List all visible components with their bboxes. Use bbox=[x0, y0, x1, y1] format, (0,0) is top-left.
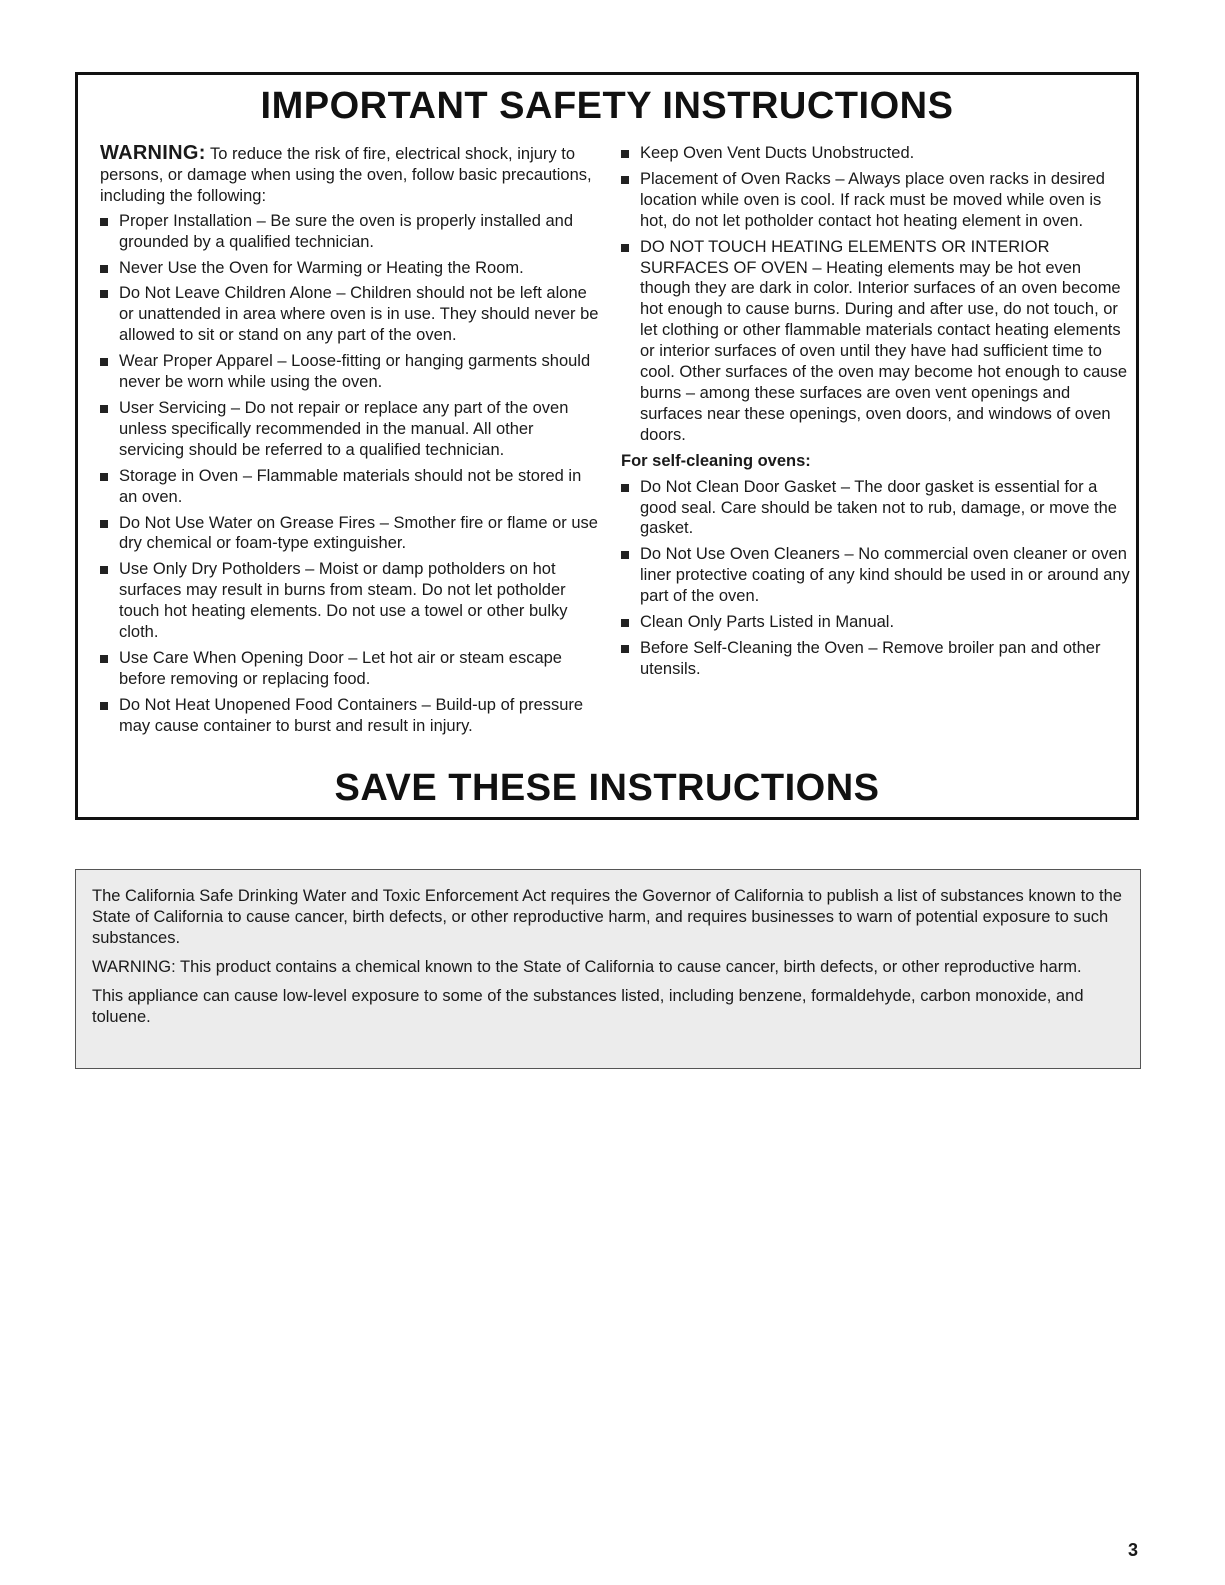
page-title: IMPORTANT SAFETY INSTRUCTIONS bbox=[260, 85, 954, 127]
safety-instructions-box bbox=[75, 72, 1139, 820]
self-cleaning-list bbox=[621, 477, 1131, 680]
list-item bbox=[621, 143, 1131, 164]
list-item bbox=[100, 283, 600, 346]
list-item bbox=[621, 169, 1131, 232]
list-item bbox=[100, 466, 600, 508]
list-item-text: User Servicing – Do not repair or replace any part of the oven unless specifically recommended in the manual. All other servicing should be referred to a qualified technician. bbox=[119, 398, 569, 459]
list-item-text: Wear Proper Apparel – Loose-fitting or hanging garments should never be worn while using the oven. bbox=[119, 352, 591, 392]
list-item-text: Never Use the Oven for Warming or Heating the Room. bbox=[119, 258, 524, 277]
square-bullet-icon bbox=[100, 405, 108, 413]
list-item bbox=[621, 638, 1131, 680]
list-item bbox=[621, 612, 1131, 633]
square-bullet-icon bbox=[621, 645, 629, 653]
list-item-text: Storage in Oven – Flammable materials should not be stored in an oven. bbox=[119, 466, 582, 506]
self-cleaning-heading: For self-cleaning ovens: bbox=[621, 451, 811, 470]
square-bullet-icon bbox=[100, 702, 108, 710]
square-bullet-icon bbox=[100, 218, 108, 226]
square-bullet-icon bbox=[100, 358, 108, 366]
square-bullet-icon bbox=[100, 520, 108, 528]
list-item-text: DO NOT TOUCH HEATING ELEMENTS OR INTERIOR SURFACES OF OVEN – Heating elements may be hot even though they are dark in color. Interior surfaces of an oven become hot enough to cause burns. During and after use, do not touch, or let clothing or other flammable materials contact heating elements or interior surfaces of oven until they have had sufficient time to cool. Other surfaces of the oven may become hot enough to cause burns – among these surfaces are oven vent openings and surfaces near these openings, oven doors, and windows of oven doors. bbox=[640, 237, 1128, 444]
list-item bbox=[100, 351, 600, 393]
list-item bbox=[100, 398, 600, 461]
list-item-text: Keep Oven Vent Ducts Unobstructed. bbox=[640, 144, 915, 162]
list-item bbox=[621, 237, 1131, 446]
square-bullet-icon bbox=[100, 290, 108, 298]
list-item-text: Do Not Use Water on Grease Fires – Smother fire or flame or use dry chemical or foam-type extinguisher. bbox=[119, 513, 598, 553]
list-item-text: Do Not Clean Door Gasket – The door gasket is essential for a good seal. Care should be taken not to rub, damage, or move the gasket. bbox=[640, 477, 1117, 538]
square-bullet-icon bbox=[621, 551, 629, 559]
save-instructions-title: SAVE THESE INSTRUCTIONS bbox=[334, 767, 880, 809]
warning-label: WARNING: bbox=[100, 142, 206, 164]
list-item bbox=[100, 258, 600, 279]
list-item-text: Use Care When Opening Door – Let hot air or steam escape before removing or replacing food. bbox=[119, 648, 562, 688]
list-item bbox=[100, 695, 600, 737]
list-item-text: Do Not Heat Unopened Food Containers – Build-up of pressure may cause container to burst and result in injury. bbox=[119, 695, 584, 735]
page-number: 3 bbox=[1128, 1540, 1139, 1560]
square-bullet-icon bbox=[621, 484, 629, 492]
prop65-paragraph: The California Safe Drinking Water and Toxic Enforcement Act requires the Governor of California to publish a list of substances known to the State of California to cause cancer, birth defects, or other reproductive harm, and requires businesses to warn of potential exposure to such substances. bbox=[92, 887, 1122, 947]
prop65-paragraph: This appliance can cause low-level exposure to some of the substances listed, including benzene, formaldehyde, carbon monoxide, and toluene. bbox=[92, 987, 1084, 1026]
list-item-text: Placement of Oven Racks – Always place oven racks in desired location while oven is cool. If rack must be moved while oven is hot, do not let potholder contact hot heating element in oven. bbox=[640, 169, 1105, 230]
square-bullet-icon bbox=[621, 176, 629, 184]
list-item bbox=[621, 477, 1131, 540]
list-item bbox=[100, 211, 600, 253]
left-column bbox=[100, 143, 600, 742]
right-column bbox=[621, 143, 1131, 685]
right-instruction-list bbox=[621, 143, 1131, 446]
prop65-warning-paragraph: WARNING: This product contains a chemical known to the State of California to cause cancer, birth defects, or other reproductive harm. bbox=[92, 958, 1082, 976]
list-item bbox=[100, 648, 600, 690]
square-bullet-icon bbox=[621, 150, 629, 158]
square-bullet-icon bbox=[100, 655, 108, 663]
list-item bbox=[621, 544, 1131, 607]
list-item-text: Do Not Leave Children Alone – Children should not be left alone or unattended in area where oven is in use. They should never be allowed to sit or stand on any part of the oven. bbox=[119, 284, 599, 345]
list-item-text: Do Not Use Oven Cleaners – No commercial oven cleaner or oven liner protective coating of any kind should be used in or around any part of the oven. bbox=[640, 545, 1130, 606]
warning-text: To reduce the risk of fire, electrical shock, injury to persons, or damage when using the oven, follow basic precautions, including the following: bbox=[100, 145, 592, 205]
warning-intro bbox=[100, 143, 600, 207]
square-bullet-icon bbox=[100, 265, 108, 273]
list-item bbox=[100, 513, 600, 555]
square-bullet-icon bbox=[621, 244, 629, 252]
prop65-notice-box bbox=[75, 869, 1141, 1069]
list-item-text: Before Self-Cleaning the Oven – Remove broiler pan and other utensils. bbox=[640, 638, 1101, 678]
list-item-text: Use Only Dry Potholders – Moist or damp potholders on hot surfaces may result in burns from steam. Do not let potholder touch hot heating elements. Do not use a towel or other bulky cloth. bbox=[119, 560, 568, 642]
square-bullet-icon bbox=[100, 566, 108, 574]
list-item-text: Proper Installation – Be sure the oven is properly installed and grounded by a qualified technician. bbox=[119, 211, 574, 251]
list-item-text: Clean Only Parts Listed in Manual. bbox=[640, 613, 895, 632]
square-bullet-icon bbox=[100, 473, 108, 481]
list-item bbox=[100, 559, 600, 643]
left-instruction-list bbox=[100, 211, 600, 737]
square-bullet-icon bbox=[621, 619, 629, 627]
